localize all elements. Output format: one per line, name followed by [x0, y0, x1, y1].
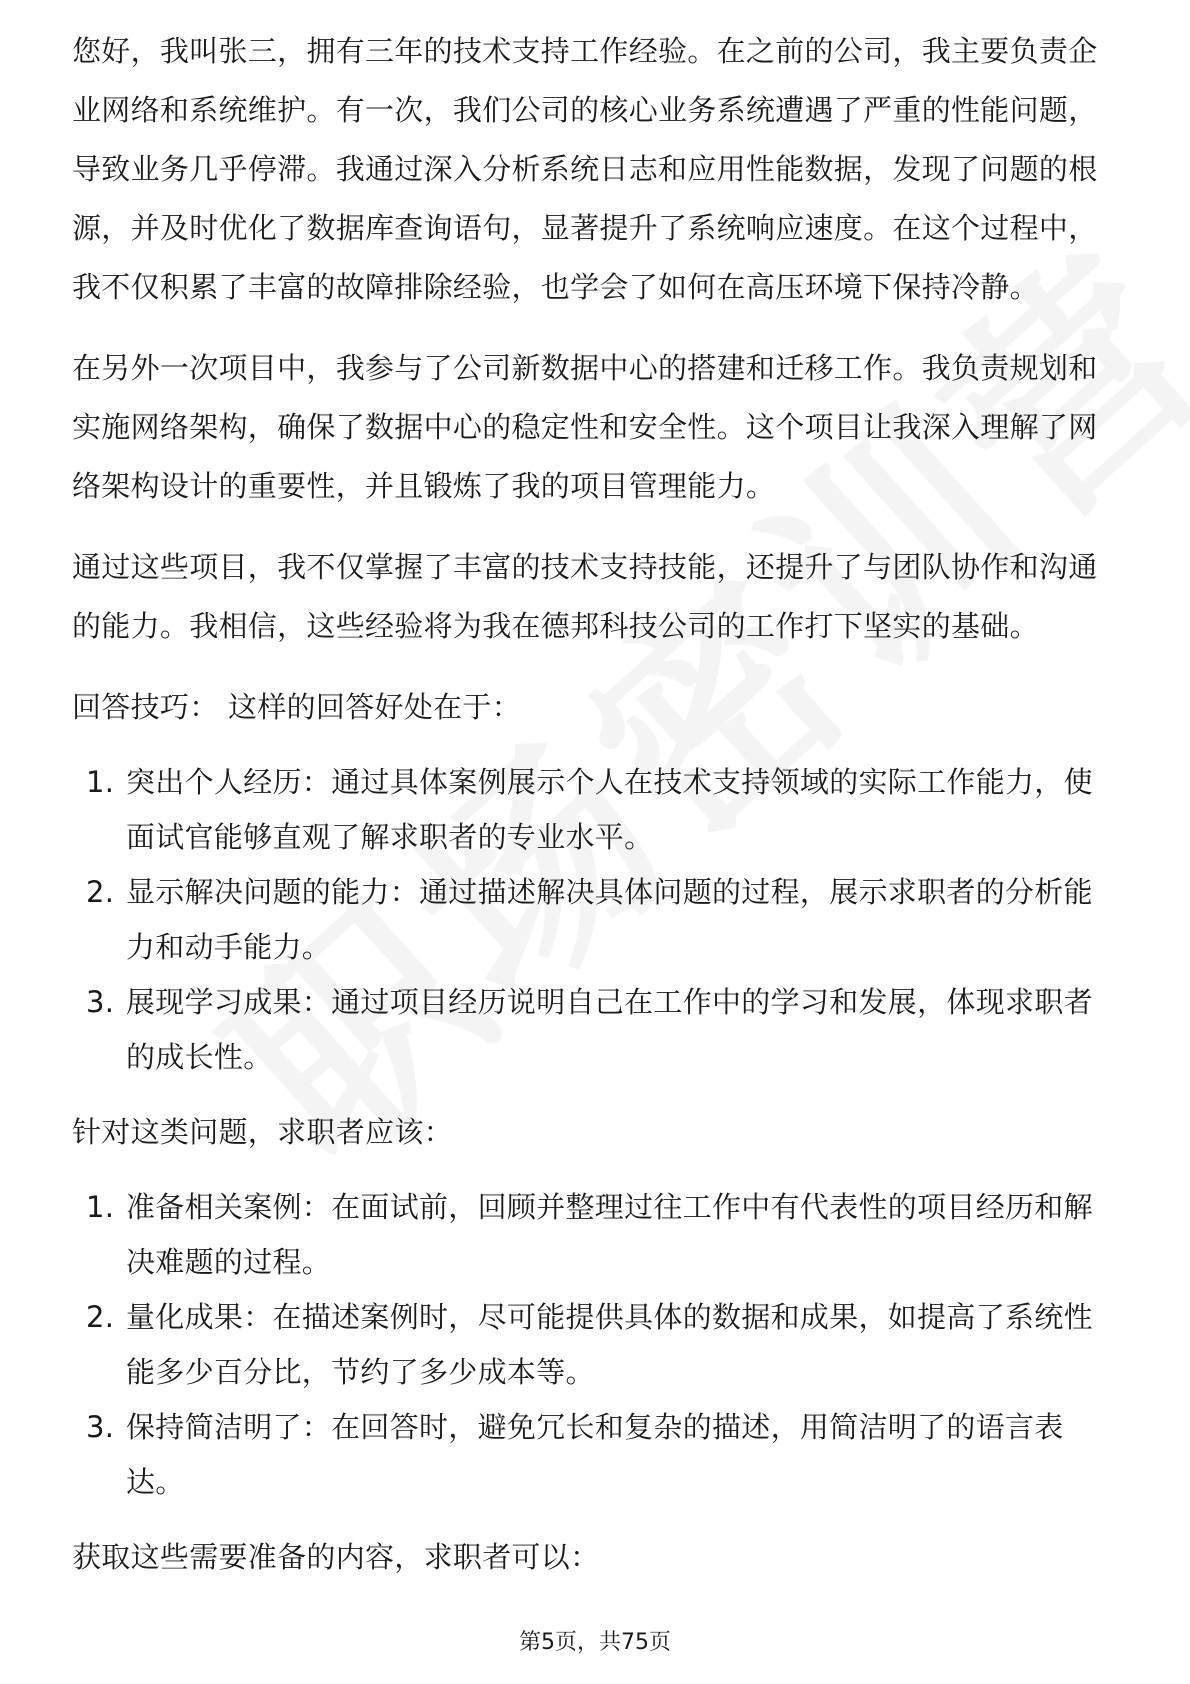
- list-number: 1.: [86, 1190, 115, 1224]
- final-heading: 获取这些需要准备的内容，求职者可以：: [72, 1540, 600, 1574]
- list-item: [72, 865, 1118, 975]
- list-text: 量化成果：在描述案例时，尽可能提供具体的数据和成果，如提高了系统性能多少百分比，节约了多少成本等。: [126, 1300, 1093, 1389]
- paragraph-summary: 通过这些项目，我不仅掌握了丰富的技术支持技能，还提升了与团队协作和沟通的能力。我相信，这些经验将为我在德邦科技公司的工作打下坚实的基础。: [72, 550, 1098, 643]
- tips-list: [72, 755, 1118, 1085]
- list-text: 准备相关案例：在面试前，回顾并整理过往工作中有代表性的项目经历和解决难题的过程。: [126, 1190, 1093, 1279]
- list-text: 突出个人经历：通过具体案例展示个人在技术支持领域的实际工作能力，使面试官能够直观了解求职者的专业水平。: [126, 765, 1093, 854]
- list-item: [72, 975, 1118, 1085]
- list-item: [72, 1290, 1118, 1400]
- list-item: [72, 755, 1118, 865]
- list-item: [72, 1180, 1118, 1290]
- list-text: 保持简洁明了：在回答时，避免冗长和复杂的描述，用简洁明了的语言表达。: [126, 1410, 1064, 1499]
- list-number: 3.: [86, 1410, 115, 1444]
- advice-heading: 针对这类问题，求职者应该：: [72, 1115, 453, 1149]
- list-number: 2.: [86, 875, 115, 909]
- list-number: 1.: [86, 765, 115, 799]
- paragraph-intro: 您好，我叫张三，拥有三年的技术支持工作经验。在之前的公司，我主要负责企业网络和系统维护。有一次，我们公司的核心业务系统遭遇了严重的性能问题，导致业务几乎停滞。我通过深入分析系统日志和应用性能数据，发现了问题的根源，并及时优化了数据库查询语句，显著提升了系统响应速度。在这个过程中，我不仅积累了丰富的故障排除经验，也学会了如何在高压环境下保持冷静。: [72, 34, 1098, 304]
- tips-heading: 回答技巧： 这样的回答好处在于：: [72, 690, 522, 724]
- list-text: 显示解决问题的能力：通过描述解决具体问题的过程，展示求职者的分析能力和动手能力。: [126, 875, 1093, 964]
- list-item: [72, 1400, 1118, 1510]
- list-text: 展现学习成果：通过项目经历说明自己在工作中的学习和发展，体现求职者的成长性。: [126, 985, 1093, 1074]
- list-number: 2.: [86, 1300, 115, 1334]
- paragraph-datacenter: 在另外一次项目中，我参与了公司新数据中心的搭建和迁移工作。我负责规划和实施网络架构，确保了数据中心的稳定性和安全性。这个项目让我深入理解了网络架构设计的重要性，并且锻炼了我的项目管理能力。: [72, 351, 1098, 503]
- document-body: [72, 34, 1118, 1587]
- advice-list: [72, 1180, 1118, 1510]
- page-number: 第5页，共75页: [519, 1630, 671, 1655]
- list-number: 3.: [86, 985, 115, 1019]
